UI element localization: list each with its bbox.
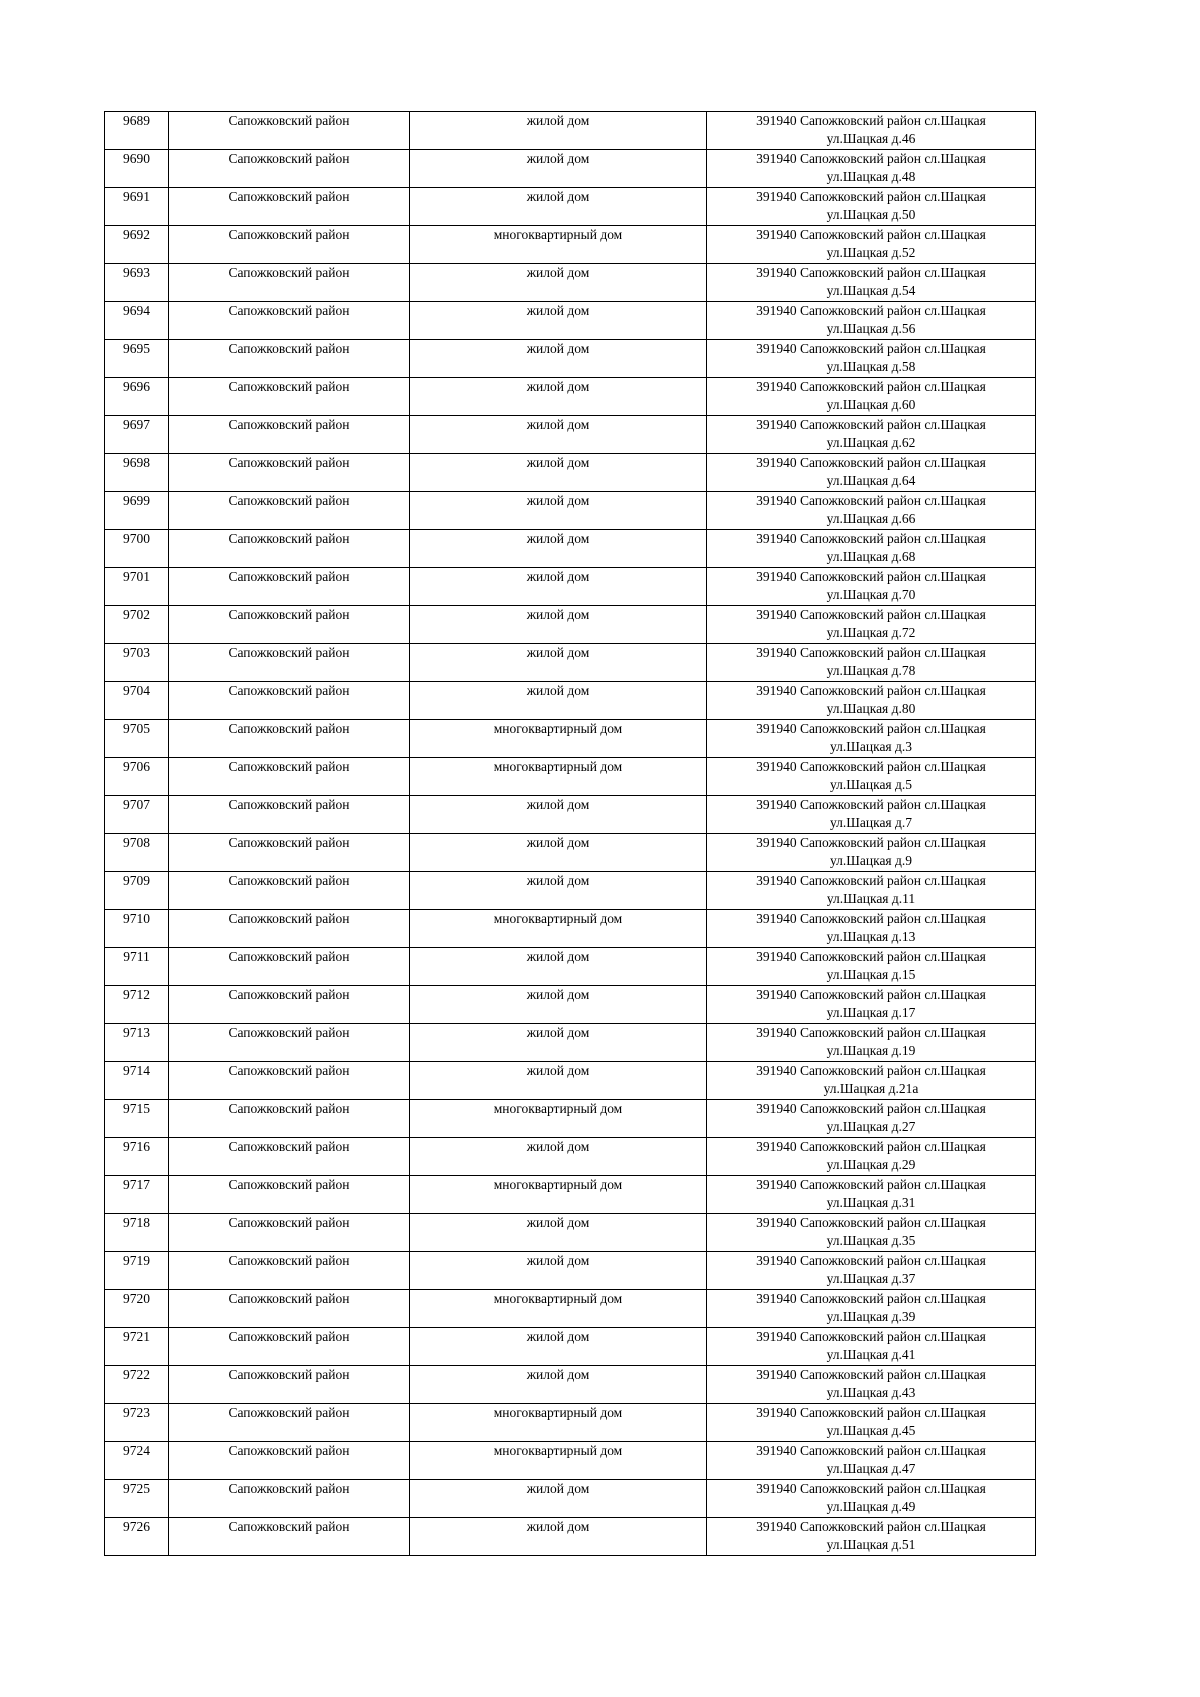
address-line-1: 391940 Сапожковский район сл.Шацкая (756, 303, 986, 318)
table-row (105, 1062, 1036, 1100)
table-row (105, 454, 1036, 492)
table-row (105, 188, 1036, 226)
address-line-1: 391940 Сапожковский район сл.Шацкая (756, 911, 986, 926)
table-row (105, 416, 1036, 454)
building-type-cell: жилой дом (410, 1518, 707, 1556)
district-cell: Сапожковский район (169, 1100, 410, 1138)
building-type-cell: многоквартирный дом (410, 1442, 707, 1480)
building-type-cell: жилой дом (410, 454, 707, 492)
address-cell (707, 1062, 1036, 1100)
address-line-1: 391940 Сапожковский район сл.Шацкая (756, 1139, 986, 1154)
row-number-cell: 9692 (105, 226, 169, 264)
district-cell: Сапожковский район (169, 872, 410, 910)
building-type-cell: многоквартирный дом (410, 1100, 707, 1138)
district-cell: Сапожковский район (169, 1138, 410, 1176)
address-line-2: ул.Шацкая д.54 (826, 282, 916, 298)
row-number-cell: 9713 (105, 1024, 169, 1062)
address-cell (707, 948, 1036, 986)
district-cell: Сапожковский район (169, 1252, 410, 1290)
district-cell: Сапожковский район (169, 264, 410, 302)
table-row (105, 986, 1036, 1024)
address-cell (707, 1480, 1036, 1518)
building-type-cell: жилой дом (410, 112, 707, 150)
building-type-cell: многоквартирный дом (410, 758, 707, 796)
address-line-1: 391940 Сапожковский район сл.Шацкая (756, 721, 986, 736)
address-line-2: ул.Шацкая д.37 (826, 1270, 916, 1286)
table-row (105, 1024, 1036, 1062)
table-row (105, 1518, 1036, 1556)
district-cell: Сапожковский район (169, 1024, 410, 1062)
row-number-cell: 9715 (105, 1100, 169, 1138)
district-cell: Сапожковский район (169, 1328, 410, 1366)
address-line-1: 391940 Сапожковский район сл.Шацкая (756, 1329, 986, 1344)
address-line-1: 391940 Сапожковский район сл.Шацкая (756, 417, 986, 432)
row-number-cell: 9726 (105, 1518, 169, 1556)
address-cell (707, 910, 1036, 948)
address-cell (707, 1252, 1036, 1290)
table-row (105, 644, 1036, 682)
row-number-cell: 9707 (105, 796, 169, 834)
building-type-cell: жилой дом (410, 378, 707, 416)
district-cell: Сапожковский район (169, 226, 410, 264)
address-line-1: 391940 Сапожковский район сл.Шацкая (756, 797, 986, 812)
address-line-2: ул.Шацкая д.21а (823, 1080, 919, 1096)
row-number-cell: 9689 (105, 112, 169, 150)
address-line-2: ул.Шацкая д.48 (826, 168, 916, 184)
table-row (105, 872, 1036, 910)
address-line-1: 391940 Сапожковский район сл.Шацкая (756, 949, 986, 964)
address-cell (707, 1138, 1036, 1176)
row-number-cell: 9703 (105, 644, 169, 682)
district-cell: Сапожковский район (169, 150, 410, 188)
row-number-cell: 9720 (105, 1290, 169, 1328)
address-line-1: 391940 Сапожковский район сл.Шацкая (756, 1481, 986, 1496)
district-cell: Сапожковский район (169, 910, 410, 948)
table-row (105, 682, 1036, 720)
building-type-cell: жилой дом (410, 606, 707, 644)
address-line-2: ул.Шацкая д.62 (826, 434, 916, 450)
address-line-2: ул.Шацкая д.80 (826, 700, 916, 716)
district-cell: Сапожковский район (169, 568, 410, 606)
address-line-1: 391940 Сапожковский район сл.Шацкая (756, 227, 986, 242)
row-number-cell: 9711 (105, 948, 169, 986)
row-number-cell: 9699 (105, 492, 169, 530)
building-type-cell: жилой дом (410, 1328, 707, 1366)
district-cell: Сапожковский район (169, 1518, 410, 1556)
district-cell: Сапожковский район (169, 1214, 410, 1252)
address-cell (707, 1328, 1036, 1366)
district-cell: Сапожковский район (169, 378, 410, 416)
address-cell (707, 492, 1036, 530)
address-line-2: ул.Шацкая д.49 (826, 1498, 916, 1514)
address-line-1: 391940 Сапожковский район сл.Шацкая (756, 1367, 986, 1382)
address-cell (707, 606, 1036, 644)
district-cell: Сапожковский район (169, 834, 410, 872)
address-line-1: 391940 Сапожковский район сл.Шацкая (756, 835, 986, 850)
row-number-cell: 9718 (105, 1214, 169, 1252)
building-type-cell: жилой дом (410, 416, 707, 454)
row-number-cell: 9716 (105, 1138, 169, 1176)
building-type-cell: жилой дом (410, 530, 707, 568)
table-row (105, 112, 1036, 150)
address-line-2: ул.Шацкая д.41 (826, 1346, 916, 1362)
table-row (105, 264, 1036, 302)
address-cell (707, 188, 1036, 226)
table-row (105, 758, 1036, 796)
building-type-cell: жилой дом (410, 1366, 707, 1404)
address-line-1: 391940 Сапожковский район сл.Шацкая (756, 265, 986, 280)
address-line-1: 391940 Сапожковский район сл.Шацкая (756, 873, 986, 888)
table-row (105, 1366, 1036, 1404)
address-line-1: 391940 Сапожковский район сл.Шацкая (756, 1253, 986, 1268)
address-line-2: ул.Шацкая д.64 (826, 472, 916, 488)
address-line-2: ул.Шацкая д.50 (826, 206, 916, 222)
district-cell: Сапожковский район (169, 948, 410, 986)
row-number-cell: 9714 (105, 1062, 169, 1100)
address-line-2: ул.Шацкая д.3 (829, 738, 913, 754)
row-number-cell: 9709 (105, 872, 169, 910)
table-row (105, 834, 1036, 872)
address-cell (707, 1442, 1036, 1480)
address-line-1: 391940 Сапожковский район сл.Шацкая (756, 113, 986, 128)
row-number-cell: 9708 (105, 834, 169, 872)
address-cell (707, 1518, 1036, 1556)
row-number-cell: 9724 (105, 1442, 169, 1480)
row-number-cell: 9696 (105, 378, 169, 416)
address-line-2: ул.Шацкая д.39 (826, 1308, 916, 1324)
address-cell (707, 378, 1036, 416)
address-line-1: 391940 Сапожковский район сл.Шацкая (756, 1063, 986, 1078)
building-type-cell: многоквартирный дом (410, 910, 707, 948)
address-line-1: 391940 Сапожковский район сл.Шацкая (756, 645, 986, 660)
address-line-1: 391940 Сапожковский район сл.Шацкая (756, 493, 986, 508)
address-line-1: 391940 Сапожковский район сл.Шацкая (756, 455, 986, 470)
district-cell: Сапожковский район (169, 416, 410, 454)
building-type-cell: многоквартирный дом (410, 720, 707, 758)
address-cell (707, 1366, 1036, 1404)
address-cell (707, 1100, 1036, 1138)
building-type-cell: жилой дом (410, 150, 707, 188)
address-line-2: ул.Шацкая д.19 (826, 1042, 916, 1058)
records-table (104, 111, 1036, 1556)
address-line-2: ул.Шацкая д.43 (826, 1384, 916, 1400)
table-row (105, 302, 1036, 340)
district-cell: Сапожковский район (169, 758, 410, 796)
building-type-cell: жилой дом (410, 644, 707, 682)
building-type-cell: жилой дом (410, 340, 707, 378)
table-row (105, 568, 1036, 606)
row-number-cell: 9705 (105, 720, 169, 758)
address-line-2: ул.Шацкая д.45 (826, 1422, 916, 1438)
building-type-cell: жилой дом (410, 834, 707, 872)
district-cell: Сапожковский район (169, 302, 410, 340)
row-number-cell: 9725 (105, 1480, 169, 1518)
address-line-2: ул.Шацкая д.60 (826, 396, 916, 412)
building-type-cell: жилой дом (410, 872, 707, 910)
district-cell: Сапожковский район (169, 986, 410, 1024)
address-cell (707, 1214, 1036, 1252)
address-line-1: 391940 Сапожковский район сл.Шацкая (756, 1101, 986, 1116)
district-cell: Сапожковский район (169, 1176, 410, 1214)
address-line-2: ул.Шацкая д.27 (826, 1118, 916, 1134)
district-cell: Сапожковский район (169, 1480, 410, 1518)
district-cell: Сапожковский район (169, 530, 410, 568)
address-cell (707, 416, 1036, 454)
building-type-cell: жилой дом (410, 1062, 707, 1100)
address-line-2: ул.Шацкая д.56 (826, 320, 916, 336)
address-line-2: ул.Шацкая д.66 (826, 510, 916, 526)
row-number-cell: 9723 (105, 1404, 169, 1442)
row-number-cell: 9697 (105, 416, 169, 454)
district-cell: Сапожковский район (169, 1442, 410, 1480)
address-cell (707, 302, 1036, 340)
address-cell (707, 796, 1036, 834)
address-cell (707, 872, 1036, 910)
table-row (105, 150, 1036, 188)
building-type-cell: жилой дом (410, 1024, 707, 1062)
table-row (105, 910, 1036, 948)
row-number-cell: 9717 (105, 1176, 169, 1214)
table-row (105, 1100, 1036, 1138)
table-row (105, 1442, 1036, 1480)
building-type-cell: жилой дом (410, 796, 707, 834)
address-line-2: ул.Шацкая д.51 (826, 1536, 916, 1552)
district-cell: Сапожковский район (169, 1062, 410, 1100)
building-type-cell: жилой дом (410, 986, 707, 1024)
building-type-cell: жилой дом (410, 568, 707, 606)
address-line-1: 391940 Сапожковский район сл.Шацкая (756, 341, 986, 356)
address-cell (707, 264, 1036, 302)
address-line-1: 391940 Сапожковский район сл.Шацкая (756, 189, 986, 204)
address-line-1: 391940 Сапожковский район сл.Шацкая (756, 607, 986, 622)
row-number-cell: 9706 (105, 758, 169, 796)
row-number-cell: 9704 (105, 682, 169, 720)
address-line-2: ул.Шацкая д.70 (826, 586, 916, 602)
district-cell: Сапожковский район (169, 682, 410, 720)
table-row (105, 1176, 1036, 1214)
address-cell (707, 150, 1036, 188)
address-line-2: ул.Шацкая д.13 (826, 928, 916, 944)
building-type-cell: жилой дом (410, 1138, 707, 1176)
building-type-cell: жилой дом (410, 188, 707, 226)
row-number-cell: 9719 (105, 1252, 169, 1290)
address-line-1: 391940 Сапожковский район сл.Шацкая (756, 151, 986, 166)
address-cell (707, 644, 1036, 682)
address-line-2: ул.Шацкая д.7 (829, 814, 913, 830)
row-number-cell: 9712 (105, 986, 169, 1024)
address-cell (707, 758, 1036, 796)
building-type-cell: жилой дом (410, 492, 707, 530)
district-cell: Сапожковский район (169, 1366, 410, 1404)
table-row (105, 1328, 1036, 1366)
address-cell (707, 1176, 1036, 1214)
row-number-cell: 9700 (105, 530, 169, 568)
address-cell (707, 1290, 1036, 1328)
address-cell (707, 1404, 1036, 1442)
address-line-1: 391940 Сапожковский район сл.Шацкая (756, 379, 986, 394)
address-line-1: 391940 Сапожковский район сл.Шацкая (756, 1215, 986, 1230)
address-line-2: ул.Шацкая д.29 (826, 1156, 916, 1172)
row-number-cell: 9698 (105, 454, 169, 492)
row-number-cell: 9693 (105, 264, 169, 302)
address-line-2: ул.Шацкая д.46 (826, 130, 916, 146)
district-cell: Сапожковский район (169, 188, 410, 226)
table-row (105, 530, 1036, 568)
address-line-2: ул.Шацкая д.68 (826, 548, 916, 564)
building-type-cell: жилой дом (410, 948, 707, 986)
district-cell: Сапожковский район (169, 1404, 410, 1442)
row-number-cell: 9695 (105, 340, 169, 378)
row-number-cell: 9702 (105, 606, 169, 644)
address-line-1: 391940 Сапожковский район сл.Шацкая (756, 569, 986, 584)
address-cell (707, 340, 1036, 378)
row-number-cell: 9690 (105, 150, 169, 188)
records-table-body (105, 112, 1036, 1556)
address-line-2: ул.Шацкая д.72 (826, 624, 916, 640)
address-line-1: 391940 Сапожковский район сл.Шацкая (756, 759, 986, 774)
table-row (105, 796, 1036, 834)
table-row (105, 1252, 1036, 1290)
address-line-2: ул.Шацкая д.11 (826, 890, 916, 906)
address-line-1: 391940 Сапожковский район сл.Шацкая (756, 1519, 986, 1534)
address-line-2: ул.Шацкая д.52 (826, 244, 916, 260)
district-cell: Сапожковский район (169, 644, 410, 682)
table-row (105, 948, 1036, 986)
row-number-cell: 9694 (105, 302, 169, 340)
address-line-2: ул.Шацкая д.17 (826, 1004, 916, 1020)
address-cell (707, 834, 1036, 872)
table-row (105, 1214, 1036, 1252)
row-number-cell: 9722 (105, 1366, 169, 1404)
building-type-cell: многоквартирный дом (410, 1404, 707, 1442)
table-row (105, 1290, 1036, 1328)
district-cell: Сапожковский район (169, 796, 410, 834)
address-line-2: ул.Шацкая д.31 (826, 1194, 916, 1210)
address-line-1: 391940 Сапожковский район сл.Шацкая (756, 1291, 986, 1306)
address-cell (707, 720, 1036, 758)
table-row (105, 1404, 1036, 1442)
table-row (105, 226, 1036, 264)
address-cell (707, 682, 1036, 720)
district-cell: Сапожковский район (169, 340, 410, 378)
address-cell (707, 226, 1036, 264)
table-row (105, 1480, 1036, 1518)
building-type-cell: жилой дом (410, 1252, 707, 1290)
building-type-cell: многоквартирный дом (410, 1290, 707, 1328)
table-row (105, 378, 1036, 416)
address-line-2: ул.Шацкая д.47 (826, 1460, 916, 1476)
address-line-2: ул.Шацкая д.58 (826, 358, 916, 374)
address-line-2: ул.Шацкая д.78 (826, 662, 916, 678)
district-cell: Сапожковский район (169, 492, 410, 530)
address-line-1: 391940 Сапожковский район сл.Шацкая (756, 1177, 986, 1192)
address-line-1: 391940 Сапожковский район сл.Шацкая (756, 1025, 986, 1040)
table-row (105, 720, 1036, 758)
building-type-cell: многоквартирный дом (410, 226, 707, 264)
row-number-cell: 9721 (105, 1328, 169, 1366)
district-cell: Сапожковский район (169, 112, 410, 150)
address-cell (707, 986, 1036, 1024)
address-cell (707, 1024, 1036, 1062)
address-line-2: ул.Шацкая д.9 (829, 852, 913, 868)
district-cell: Сапожковский район (169, 454, 410, 492)
address-line-2: ул.Шацкая д.5 (829, 776, 913, 792)
row-number-cell: 9710 (105, 910, 169, 948)
address-line-2: ул.Шацкая д.35 (826, 1232, 916, 1248)
building-type-cell: многоквартирный дом (410, 1176, 707, 1214)
building-type-cell: жилой дом (410, 682, 707, 720)
building-type-cell: жилой дом (410, 264, 707, 302)
row-number-cell: 9691 (105, 188, 169, 226)
table-row (105, 340, 1036, 378)
table-row (105, 492, 1036, 530)
address-line-1: 391940 Сапожковский район сл.Шацкая (756, 683, 986, 698)
building-type-cell: жилой дом (410, 1480, 707, 1518)
building-type-cell: жилой дом (410, 302, 707, 340)
district-cell: Сапожковский район (169, 606, 410, 644)
district-cell: Сапожковский район (169, 720, 410, 758)
address-line-1: 391940 Сапожковский район сл.Шацкая (756, 1443, 986, 1458)
address-cell (707, 568, 1036, 606)
address-cell (707, 454, 1036, 492)
table-row (105, 1138, 1036, 1176)
address-line-1: 391940 Сапожковский район сл.Шацкая (756, 987, 986, 1002)
table-row (105, 606, 1036, 644)
address-line-1: 391940 Сапожковский район сл.Шацкая (756, 1405, 986, 1420)
address-line-1: 391940 Сапожковский район сл.Шацкая (756, 531, 986, 546)
address-line-2: ул.Шацкая д.15 (826, 966, 916, 982)
address-cell (707, 530, 1036, 568)
district-cell: Сапожковский район (169, 1290, 410, 1328)
building-type-cell: жилой дом (410, 1214, 707, 1252)
address-cell (707, 112, 1036, 150)
row-number-cell: 9701 (105, 568, 169, 606)
